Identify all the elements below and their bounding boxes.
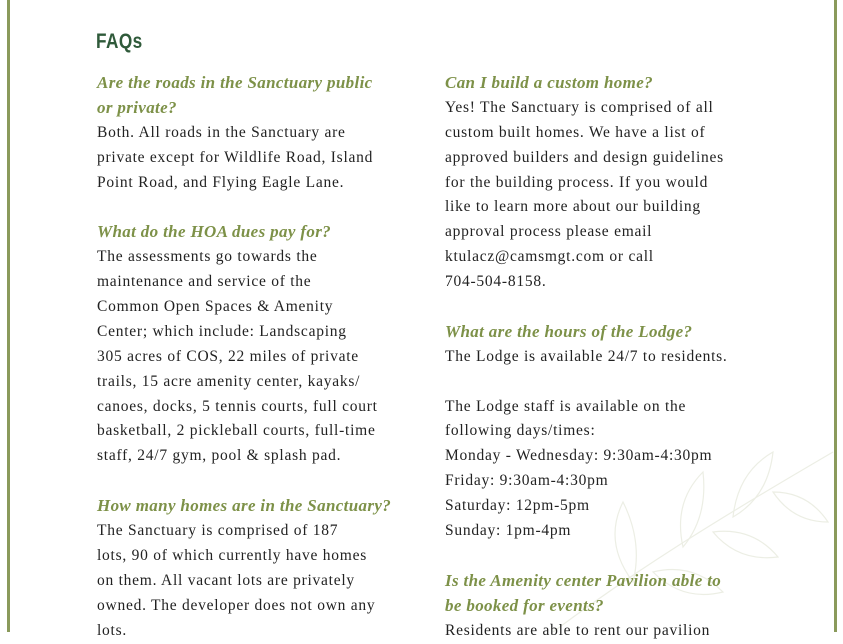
answer-line: staff, 24/7 gym, pool & splash pad.	[97, 447, 342, 465]
faq-column-left	[97, 71, 437, 643]
answer-line: Common Open Spaces & Amenity	[97, 298, 334, 316]
answer-line: canoes, docks, 5 tennis courts, full court	[97, 397, 378, 415]
answer-line: private except for Wildlife Road, Island	[97, 148, 374, 166]
question-line: Can I build a custom home?	[445, 73, 653, 92]
answer-line: custom built homes. We have a list of	[445, 123, 706, 141]
faq-question	[445, 569, 785, 619]
question-line: or private?	[97, 97, 177, 117]
faq-answer	[445, 96, 785, 295]
answer-line: basketball, 2 pickleball courts, full-time	[97, 422, 376, 440]
answer-line: ktulacz@camsmgt.com or call	[445, 248, 654, 266]
faq-answer	[445, 395, 785, 544]
answer-line: approved builders and design guidelines	[445, 148, 724, 166]
answer-line: The Lodge staff is available on the	[445, 397, 687, 415]
faq-answer	[97, 519, 437, 643]
answer-line: lots, 90 of which currently have homes	[97, 546, 367, 564]
answer-line: Residents are able to rent our pavilion	[445, 621, 711, 639]
answer-line: Point Road, and Flying Eagle Lane.	[97, 173, 345, 191]
question-line: Is the Amenity center Pavilion able to	[445, 570, 722, 590]
faq-answer	[97, 121, 437, 196]
faq-question	[445, 320, 785, 345]
question-line: How many homes are in the Sanctuary?	[97, 496, 392, 516]
answer-line: owned. The developer does not own any	[97, 596, 376, 614]
answer-line: approval process please email	[445, 223, 653, 241]
answer-line: maintenance and service of the	[97, 273, 312, 291]
question-line: What are the hours of the Lodge?	[445, 321, 693, 341]
answer-line: trails, 15 acre amenity center, kayaks/	[97, 372, 361, 390]
answer-line: Friday: 9:30am-4:30pm	[445, 472, 609, 490]
faq-question	[445, 71, 785, 96]
faq-question	[97, 494, 437, 519]
faq-answer	[445, 345, 785, 370]
answer-line: Saturday: 12pm-5pm	[445, 497, 590, 515]
question-line: What do the HOA dues pay for?	[97, 222, 332, 242]
faq-answer	[97, 245, 437, 469]
answer-line: Center; which include: Landscaping	[97, 322, 347, 340]
faq-column-right	[445, 71, 785, 643]
answer-line: 305 acres of COS, 22 miles of private	[97, 347, 359, 365]
answer-line: lots.	[97, 621, 128, 639]
answer-line: Both. All roads in the Sanctuary are	[97, 123, 346, 141]
answer-line: like to learn more about our building	[445, 198, 701, 216]
answer-line: 704-504-8158.	[445, 273, 547, 291]
question-line: be booked for events?	[445, 595, 604, 615]
answer-line: The Sanctuary is comprised of 187	[97, 522, 339, 540]
page-title: FAQs	[96, 30, 143, 53]
question-line: Are the roads in the Sanctuary public	[97, 73, 373, 92]
faq-question	[97, 71, 437, 121]
answer-line: Yes! The Sanctuary is comprised of all	[445, 98, 714, 116]
answer-line: following days/times:	[445, 422, 596, 440]
answer-line: for the building process. If you would	[445, 173, 709, 191]
answer-line: Monday - Wednesday: 9:30am-4:30pm	[445, 447, 713, 465]
answer-line: The assessments go towards the	[97, 248, 318, 266]
faq-question	[97, 220, 437, 245]
answer-line: Sunday: 1pm-4pm	[445, 522, 572, 540]
answer-line: The Lodge is available 24/7 to residents.	[445, 347, 728, 365]
answer-line: on them. All vacant lots are privately	[97, 571, 355, 589]
faq-answer	[445, 619, 785, 644]
page-border-left	[7, 0, 10, 632]
